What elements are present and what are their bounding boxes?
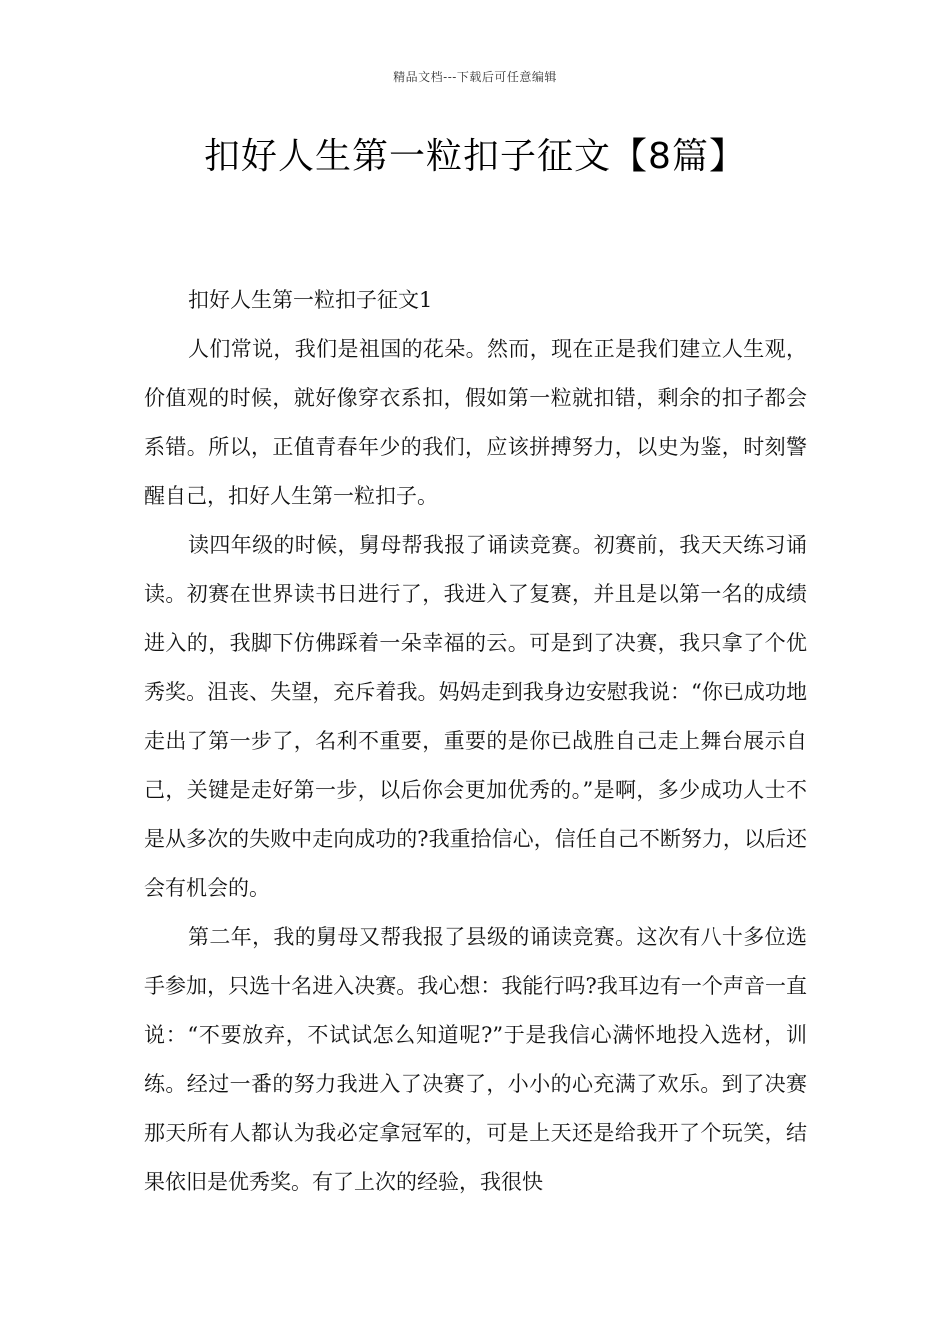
paragraph-2: 读四年级的时候，舅母帮我报了诵读竞赛。初赛前，我天天练习诵读。初赛在世界读书日进行了，我进入了复赛，并且是以第一名的成绩进入的，我脚下仿佛踩着一朵幸福的云。可是到了决赛，我只拿了个优秀奖。沮丧、失望，充斥着我。妈妈走到我身边安慰我说：“你已成功地走出了第一步了，名利不重要，重要的是你已战胜自己走上舞台展示自己，关键是走好第一步，以后你会更加优秀的。”是啊，多少成功人士不是从多次的失败中走向成功的?我重拾信心，信任自己不断努力，以后还会有机会的。 bbox=[144, 533, 807, 900]
section-heading: 扣好人生第一粒扣子征文1 bbox=[188, 288, 433, 312]
document-body bbox=[144, 276, 807, 1207]
page-header: 精品文档---下载后可任意编辑 bbox=[393, 70, 557, 84]
paragraph-3: 第二年，我的舅母又帮我报了县级的诵读竞赛。这次有八十多位选手参加，只选十名进入决赛。我心想：我能行吗?我耳边有一个声音一直说：“不要放弃，不试试怎么知道呢?”于是我信心满怀地投入选材，训练。经过一番的努力我进入了决赛了，小小的心充满了欢乐。到了决赛那天所有人都认为我必定拿冠军的，可是上天还是给我开了个玩笑，结果依旧是优秀奖。有了上次的经验，我很快 bbox=[144, 925, 807, 1194]
document-title: 扣好人生第一粒扣子征文【8篇】 bbox=[204, 136, 746, 177]
paragraph-1: 人们常说，我们是祖国的花朵。然而，现在正是我们建立人生观，价值观的时候，就好像穿衣系扣，假如第一粒就扣错，剩余的扣子都会系错。所以，正值青春年少的我们，应该拼搏努力，以史为鉴，时刻警醒自己，扣好人生第一粒扣子。 bbox=[144, 337, 807, 508]
